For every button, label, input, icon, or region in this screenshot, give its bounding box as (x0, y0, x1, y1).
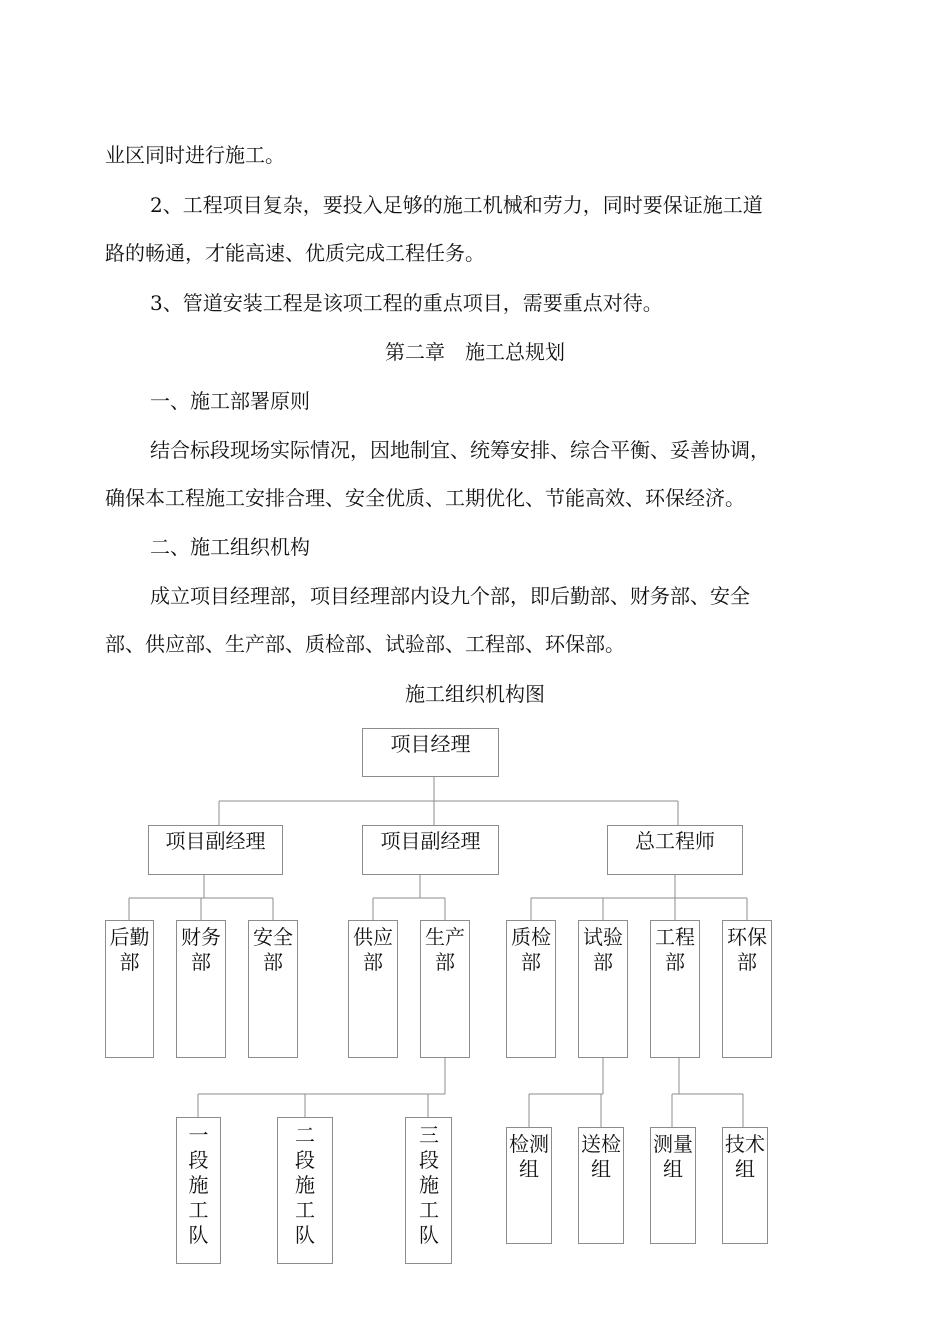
org-box-environmental-department: 环保部 (722, 920, 772, 1058)
paragraph-line: 2、工程项目复杂，要投入足够的施工机械和劳力，同时要保证施工道 (150, 193, 763, 217)
org-box-deputy-manager: 项目副经理 (362, 825, 499, 875)
org-box-engineering-department: 工程部 (650, 920, 700, 1058)
org-box-logistics-department: 后勤部 (105, 920, 154, 1058)
org-box-construction-team: 三段施工队 (405, 1117, 452, 1264)
org-box-survey-group: 测量组 (650, 1127, 696, 1244)
org-box-testing-department: 试验部 (578, 920, 628, 1058)
org-box-technical-group: 技术组 (722, 1127, 768, 1244)
paragraph-line: 确保本工程施工安排合理、安全优质、工期优化、节能高效、环保经济。 (105, 486, 745, 510)
org-box-deputy-manager: 项目副经理 (148, 825, 283, 875)
paragraph-line: 部、供应部、生产部、质检部、试验部、工程部、环保部。 (105, 632, 625, 656)
paragraph-line: 结合标段现场实际情况，因地制宜、统筹安排、综合平衡、妥善协调， (150, 438, 770, 462)
org-box-production-department: 生产部 (420, 920, 470, 1058)
chart-title: 施工组织机构图 (405, 682, 545, 706)
org-box-supply-department: 供应部 (348, 920, 398, 1058)
org-box-project-manager: 项目经理 (362, 728, 499, 777)
org-box-construction-team: 一段施工队 (176, 1117, 221, 1264)
paragraph-line: 路的畅通，才能高速、优质完成工程任务。 (105, 241, 485, 265)
section-heading: 一、施工部署原则 (150, 389, 310, 413)
org-box-chief-engineer: 总工程师 (607, 825, 743, 875)
org-box-safety-department: 安全部 (248, 920, 298, 1058)
paragraph-line: 业区同时进行施工。 (105, 143, 285, 167)
org-box-construction-team: 二段施工队 (277, 1117, 333, 1264)
org-box-quality-department: 质检部 (506, 920, 556, 1058)
section-heading: 二、施工组织机构 (150, 535, 310, 559)
org-box-finance-department: 财务部 (176, 920, 226, 1058)
paragraph-line: 3、管道安装工程是该项工程的重点项目，需要重点对待。 (150, 291, 663, 315)
paragraph-line: 成立项目经理部，项目经理部内设九个部，即后勤部、财务部、安全 (150, 584, 750, 608)
org-box-sample-delivery-group: 送检组 (578, 1127, 624, 1244)
chapter-heading: 第二章 施工总规划 (385, 340, 565, 364)
org-box-inspection-group: 检测组 (506, 1127, 552, 1244)
